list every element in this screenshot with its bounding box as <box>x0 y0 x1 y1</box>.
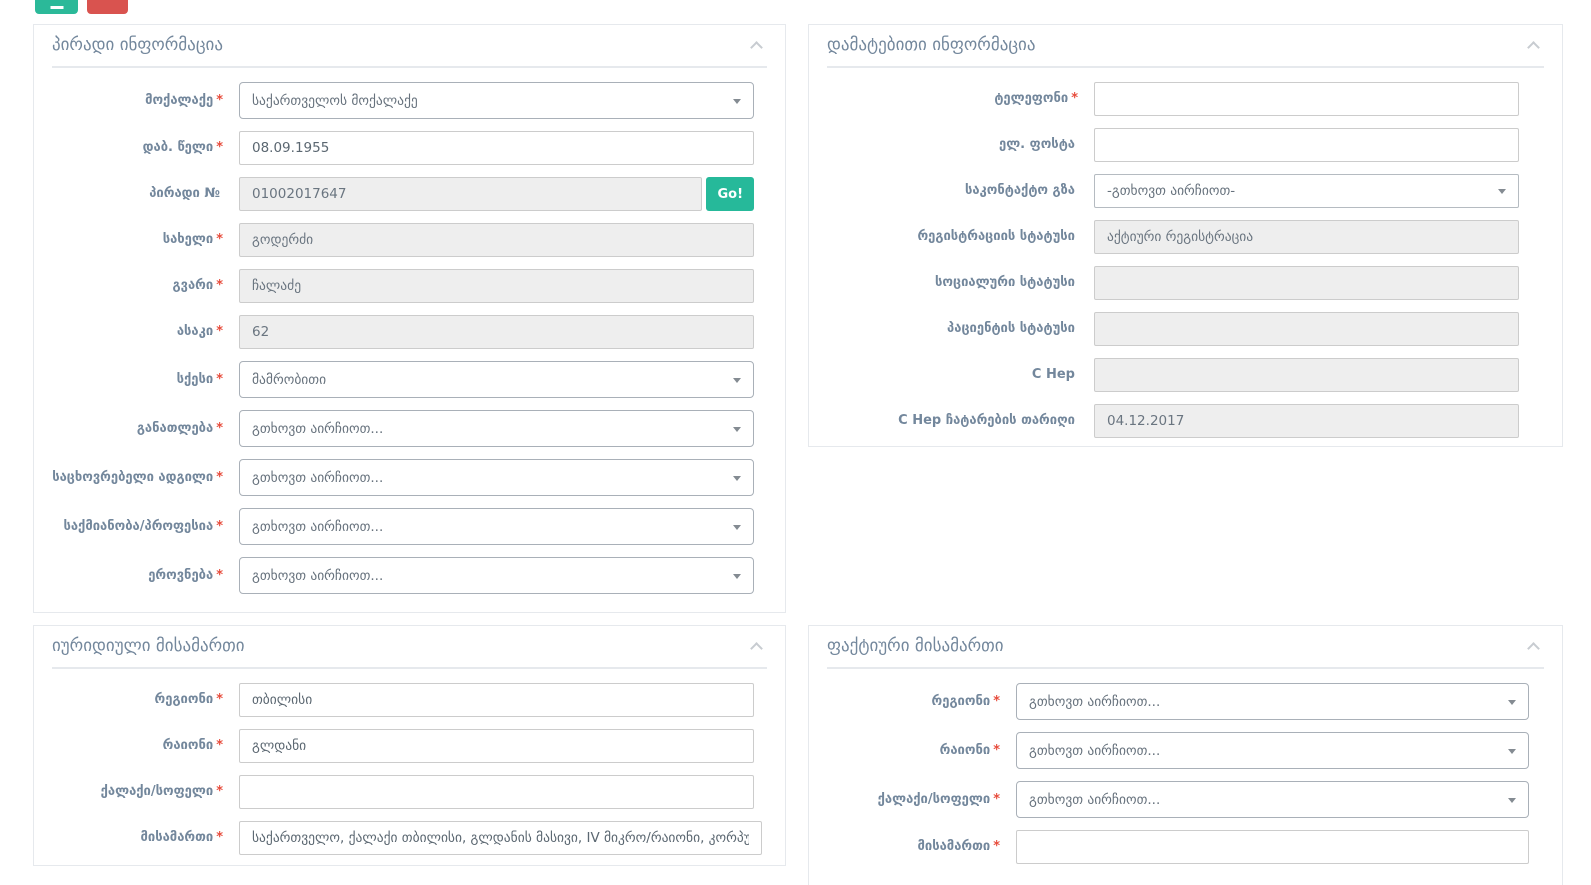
field-label: C Hep <box>1031 367 1075 382</box>
field-label: საქმიანობა/პროფესია * <box>63 518 223 534</box>
form-row <box>52 315 767 349</box>
form-row <box>827 358 1544 392</box>
chevron-up-icon[interactable] <box>1527 41 1540 54</box>
age-input <box>239 315 754 349</box>
field-label: ქალაქი/სოფელი * <box>877 791 1000 807</box>
form-row <box>52 410 767 447</box>
form-row <box>52 223 767 257</box>
panel-body <box>827 683 1544 864</box>
field-label: საკონტაქტო გზა <box>964 183 1075 198</box>
actual-district-select[interactable]: გთხოვთ აირჩიოთ... <box>1016 732 1529 769</box>
actual-city-village-select[interactable]: გთხოვთ აირჩიოთ... <box>1016 781 1529 818</box>
field-label: განათლება * <box>136 420 223 436</box>
field-label: მისამართი * <box>917 839 1000 854</box>
first-name-input <box>239 223 754 257</box>
legal-district-input[interactable] <box>239 729 754 763</box>
citizenship-select[interactable]: საქართველოს მოქალაქე <box>239 82 754 119</box>
form-row <box>827 404 1544 438</box>
field-label: დაბ. წელი * <box>142 140 223 155</box>
form-row <box>827 781 1544 818</box>
phone-input[interactable] <box>1094 82 1519 116</box>
chevron-down-icon <box>1508 749 1516 754</box>
chevron-up-icon[interactable] <box>750 41 763 54</box>
field-label: ქალაქი/სოფელი * <box>100 784 223 799</box>
c-hep-date-input <box>1094 404 1519 438</box>
panel-title: ფაქტიური მისამართი <box>827 636 1004 656</box>
field-label: საცხოვრებელი ადგილი * <box>52 469 223 485</box>
form-row <box>827 683 1544 720</box>
form-row <box>827 312 1544 346</box>
toolbar-red-button[interactable] <box>87 0 128 14</box>
form-row <box>52 557 767 594</box>
gender-select[interactable]: მამრობითი <box>239 361 754 398</box>
panel-actual-address <box>808 625 1563 885</box>
chevron-up-icon[interactable] <box>750 642 763 655</box>
email-input[interactable] <box>1094 128 1519 162</box>
actual-region-select[interactable]: გთხოვთ აირჩიოთ... <box>1016 683 1529 720</box>
personal-number-input <box>239 177 702 211</box>
birth-date-input[interactable] <box>239 131 754 165</box>
form-row <box>52 508 767 545</box>
chevron-down-icon <box>1498 189 1506 194</box>
chevron-down-icon <box>733 574 741 579</box>
chevron-down-icon <box>733 427 741 432</box>
social-status-input <box>1094 266 1519 300</box>
panel-header <box>52 25 767 68</box>
panel-body <box>52 82 767 594</box>
panel-title: დამატებითი ინფორმაცია <box>827 35 1036 55</box>
toolbar-green-button[interactable] <box>35 0 78 14</box>
form-row <box>827 220 1544 254</box>
chevron-down-icon <box>733 99 741 104</box>
chevron-down-icon <box>1508 798 1516 803</box>
form-row <box>52 459 767 496</box>
legal-address-input[interactable] <box>239 821 762 855</box>
chevron-down-icon <box>1508 700 1516 705</box>
field-label: პაციენტის სტატუსი <box>947 321 1075 336</box>
field-label: რეგიონი * <box>931 693 1000 709</box>
chevron-down-icon <box>733 476 741 481</box>
field-label: C Hep ჩატარების თარიღი <box>898 413 1075 428</box>
actual-address-input[interactable] <box>1016 830 1529 864</box>
field-label: რეგიონი * <box>154 692 223 707</box>
field-label: ეროვნება * <box>148 567 223 583</box>
field-label: ტელეფონი * <box>994 91 1078 106</box>
field-label: პირადი № <box>149 186 220 201</box>
panel-additional-info <box>808 24 1563 447</box>
field-label: სოციალური სტატუსი <box>935 275 1075 290</box>
panel-personal-info <box>33 24 786 613</box>
form-row <box>827 128 1544 162</box>
form-row <box>52 729 767 763</box>
panel-header <box>52 626 767 669</box>
field-label: გვარი * <box>172 278 223 293</box>
occupation-select[interactable]: გთხოვთ აირჩიოთ... <box>239 508 754 545</box>
panel-body <box>52 683 767 855</box>
field-label: რაიონი * <box>162 738 223 753</box>
form-row <box>52 177 767 211</box>
form-row <box>827 82 1544 116</box>
contact-method-select[interactable]: -გთხოვთ აირჩიოთ- <box>1094 174 1519 208</box>
last-name-input <box>239 269 754 303</box>
form-row <box>52 775 767 809</box>
field-label: რეგისტრაციის სტატუსი <box>917 229 1075 244</box>
form-row <box>52 269 767 303</box>
nationality-select[interactable]: გთხოვთ აირჩიოთ... <box>239 557 754 594</box>
legal-region-input[interactable] <box>239 683 754 717</box>
field-label: სახელი * <box>162 232 223 247</box>
patient-status-input <box>1094 312 1519 346</box>
panel-title: იურიდიული მისამართი <box>52 636 245 656</box>
field-label: ასაკი * <box>176 324 223 339</box>
field-label: რაიონი * <box>939 742 1000 758</box>
form-row <box>827 174 1544 208</box>
residence-place-select[interactable]: გთხოვთ აირჩიოთ... <box>239 459 754 496</box>
chevron-down-icon <box>733 378 741 383</box>
education-select[interactable]: გთხოვთ აირჩიოთ... <box>239 410 754 447</box>
form-row <box>52 361 767 398</box>
legal-city-village-input[interactable] <box>239 775 754 809</box>
panel-header <box>827 25 1544 68</box>
panel-header <box>827 626 1544 669</box>
registration-status-input <box>1094 220 1519 254</box>
form-row <box>827 830 1544 864</box>
field-label: სქესი * <box>176 371 223 387</box>
field-label: ელ. ფოსტა <box>999 137 1075 152</box>
form-row <box>827 266 1544 300</box>
form-row <box>52 821 767 855</box>
go-button[interactable]: Go! <box>706 177 754 211</box>
chevron-down-icon <box>733 525 741 530</box>
form-row <box>52 131 767 165</box>
form-row <box>52 683 767 717</box>
field-label: მისამართი * <box>140 830 223 845</box>
form-row <box>827 732 1544 769</box>
form-row <box>52 82 767 119</box>
field-label: მოქალაქე * <box>145 92 223 108</box>
panel-body <box>827 82 1544 438</box>
panel-legal-address <box>33 625 786 866</box>
chevron-up-icon[interactable] <box>1527 642 1540 655</box>
c-hep-input <box>1094 358 1519 392</box>
panel-title: პირადი ინფორმაცია <box>52 35 223 55</box>
